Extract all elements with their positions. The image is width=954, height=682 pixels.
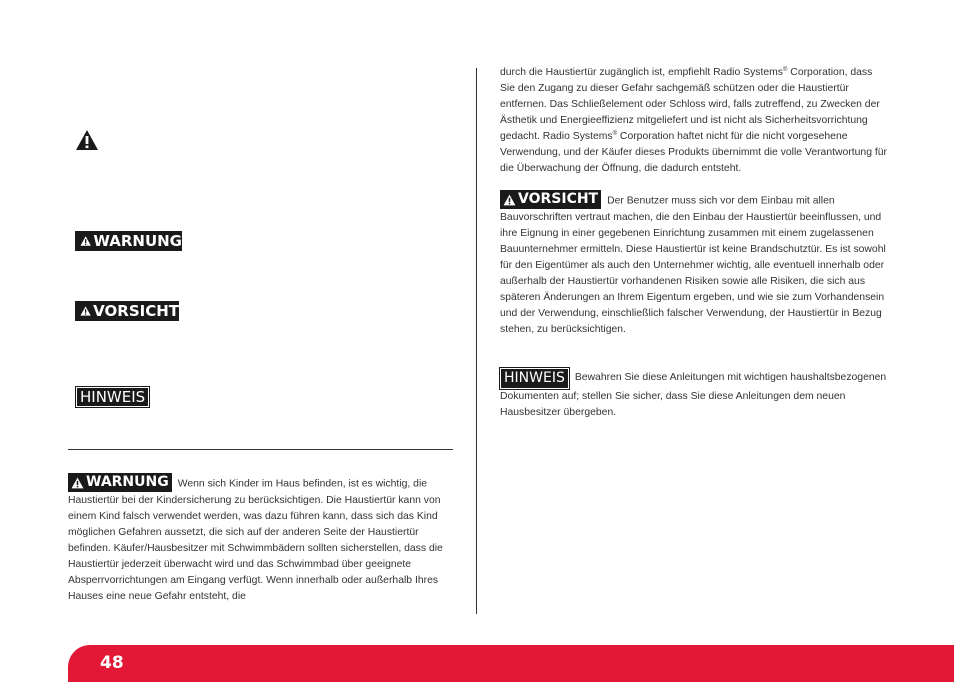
continued-text-1: durch die Haustiertür zugänglich ist, empfiehlt Radio Systems bbox=[500, 67, 783, 78]
warnung-text: Wenn sich Kinder im Haus befinden, ist es wichtig, die Haustiertür bei der Kindersicherung zu berücksichtigen. Die Haustiertür kann von einem Kind falsch verwendet werden, was dazu führen kann, dass sich das Kind möglichen Gefahren aussetzt, die sich auf der anderen Seite der Haustiertür befinden. Käufer/Hausbesitzer mit Schwimmbädern sollten sicherstellen, dass die Haustiertür jederzeit überwacht wird und das Schwimmbad über geeignete Absperrvorrichtungen am Eingang verfügt. Wenn innerhalb oder außerhalb Ihres Hauses eine neue Gefahr entsteht, die bbox=[68, 478, 443, 602]
vorsicht-inline-tag bbox=[500, 190, 601, 209]
warning-triangle-icon bbox=[71, 477, 84, 489]
continued-text-2: Corporation, dass Sie den Zugang zu dieser Gefahr sachgemäß schützen oder die Haustiertür entfernen. Das Schließelement oder Schloss wird, falls zutreffend, zu Zwecken der Ästhetik und Energieeffizienz mitgeliefert und ist nicht als Sicherheitsvorrichtung gedacht. Radio Systems bbox=[500, 67, 880, 142]
registered-mark: ® bbox=[783, 67, 788, 73]
registered-mark: ® bbox=[612, 131, 618, 137]
continued-text-3: Corporation haftet nicht für die nicht vorgesehene Verwendung, und der Käufer dieses Produkts übernimmt die volle Verantwortung für die Überwachung der Öffnung, die dadurch entsteht. bbox=[500, 131, 887, 174]
hinweis-inline-label: HINWEIS bbox=[504, 370, 565, 386]
warnung-tag bbox=[75, 231, 182, 251]
warning-triangle-icon bbox=[75, 129, 99, 151]
warning-triangle-icon bbox=[80, 305, 91, 317]
vorsicht-tag bbox=[75, 301, 179, 321]
vorsicht-inline-label: VORSICHT bbox=[518, 191, 599, 207]
hinweis-inline-tag bbox=[500, 368, 569, 389]
page-number: 48 bbox=[100, 653, 124, 673]
warnung-paragraph bbox=[68, 473, 443, 605]
warnung-label: WARNUNG bbox=[93, 231, 182, 250]
footer-bar bbox=[68, 645, 954, 682]
hinweis-tag bbox=[76, 387, 149, 407]
hinweis-paragraph bbox=[500, 368, 890, 421]
column-divider bbox=[476, 68, 477, 614]
horizontal-divider bbox=[68, 449, 453, 450]
hinweis-text: Bewahren Sie diese Anleitungen mit wichtigen haushaltsbezogenen Dokumenten auf; stellen Sie sicher, dass Sie diese Anleitungen dem neuen Hausbesitzer übergeben. bbox=[500, 372, 887, 418]
vorsicht-text: Der Benutzer muss sich vor dem Einbau mit allen Bauvorschriften vertraut machen, die den Einbau der Haustiertür beeinflussen, und ihre Eignung in einer gegebenen Einrichtung zusammen mit einem zugelassenen Bauunternehmer ermitteln. Diese Haustiertür ist keine Brandschutztür. Es ist sowohl für den Eigentümer als auch den Unternehmer wichtig, alle eventuell innerhalb oder außerhalb der Haustiertür vorhandenen Risiken sowie alle Risiken, die sich aus späteren Änderungen an Ihrem Eigentum ergeben, und wie sie zum Vorhandensein und der Verwendung, einschließlich falscher Verwendung, der Haustiertür in Bezug stehen, zu berücksichtigen. bbox=[500, 195, 886, 335]
vorsicht-paragraph bbox=[500, 190, 890, 338]
warning-triangle-icon bbox=[503, 194, 516, 206]
hinweis-label: HINWEIS bbox=[80, 387, 146, 406]
continued-paragraph bbox=[500, 65, 890, 177]
vorsicht-label: VORSICHT bbox=[93, 301, 179, 320]
warnung-inline-tag bbox=[68, 473, 172, 492]
warning-triangle-icon bbox=[80, 235, 91, 247]
warnung-inline-label: WARNUNG bbox=[86, 474, 169, 490]
